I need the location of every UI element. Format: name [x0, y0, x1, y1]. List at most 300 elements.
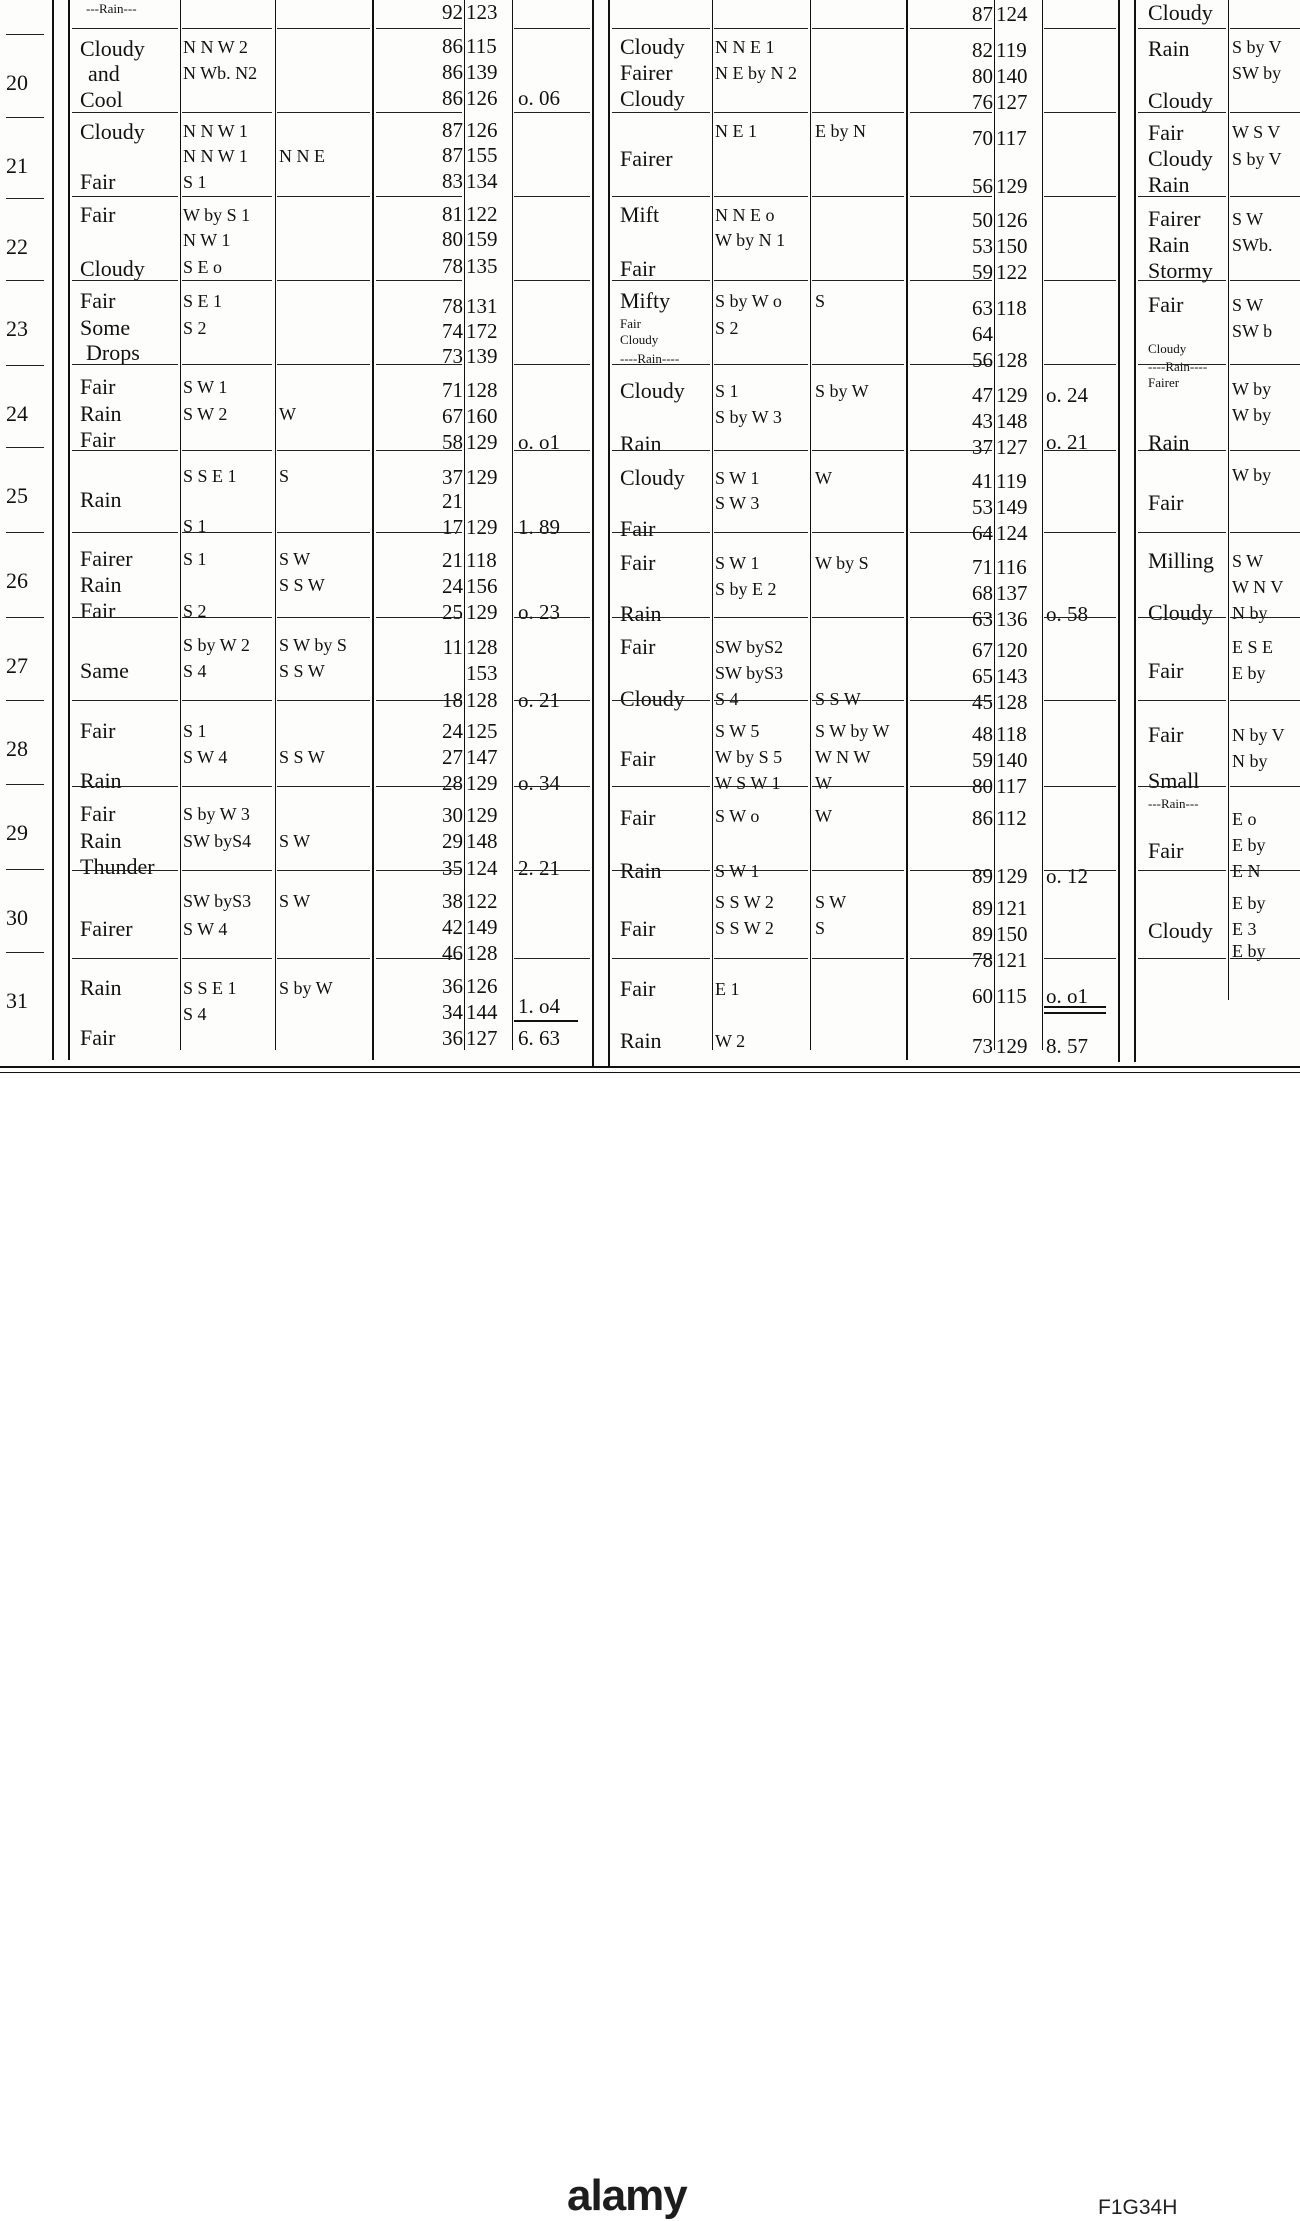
wind-entry: S by E 2 — [715, 579, 777, 599]
row-separator — [714, 700, 808, 701]
thermometer-value: 70 — [972, 126, 993, 150]
wind-entry: S W — [1232, 551, 1264, 571]
thermometer-value: 29 — [442, 829, 463, 853]
row-separator — [1044, 870, 1116, 871]
barometer-value: 128 — [466, 378, 498, 402]
row-separator — [277, 700, 370, 701]
weather-entry: Cloudy — [80, 36, 145, 61]
wind-entry: N N W 2 — [183, 37, 248, 57]
day-number: 25 — [6, 483, 28, 508]
row-separator — [1044, 532, 1116, 533]
barometer-value: 128 — [466, 635, 498, 659]
thermometer-value: 86 — [442, 86, 463, 110]
rule-b-3 — [906, 0, 908, 1060]
row-separator — [1138, 112, 1226, 113]
thermometer-value: 89 — [972, 896, 993, 920]
rule-a-4 — [464, 0, 465, 1050]
row-separator — [72, 617, 178, 618]
rain-amount: o. 21 — [518, 688, 560, 712]
weather-entry: Rain — [80, 487, 122, 512]
thermometer-value: 41 — [972, 469, 993, 493]
row-separator — [1138, 532, 1226, 533]
row-separator — [1044, 280, 1116, 281]
barometer-value: 127 — [996, 90, 1028, 114]
barometer-value: 119 — [996, 38, 1027, 62]
weather-entry: Rain — [1148, 36, 1190, 61]
weather-entry: Fairer — [1148, 206, 1201, 231]
row-separator — [376, 450, 462, 451]
barometer-value: 115 — [466, 34, 497, 58]
thermometer-value: 36 — [442, 1026, 463, 1050]
day-number: 22 — [6, 234, 28, 259]
day-number: 21 — [6, 153, 28, 178]
rain-amount: o. o1 — [518, 430, 560, 454]
row-separator — [714, 112, 808, 113]
barometer-value: 116 — [996, 555, 1027, 579]
wind-entry: N W 1 — [183, 230, 231, 250]
upper-wind-entry: S by W — [279, 978, 333, 998]
upper-wind-entry: S W by W — [815, 721, 890, 741]
barometer-value: 139 — [466, 60, 498, 84]
weather-entry: Cloudy — [620, 686, 685, 711]
thermometer-value: 78 — [442, 254, 463, 278]
row-separator — [1138, 617, 1226, 618]
wind-entry: S 4 — [183, 661, 207, 681]
weather-entry: Fair — [80, 718, 116, 743]
thermometer-value: 71 — [442, 378, 463, 402]
row-separator — [812, 617, 904, 618]
row-separator — [277, 364, 370, 365]
weather-entry: ----Rain---- — [1148, 359, 1208, 374]
thermometer-value: 27 — [442, 745, 463, 769]
rain-amount: o. 06 — [518, 86, 560, 110]
row-separator — [714, 196, 808, 197]
weather-entry: Rain — [620, 858, 662, 883]
thermometer-value: 73 — [442, 344, 463, 368]
row-separator — [376, 532, 462, 533]
upper-wind-entry: S S W — [279, 747, 325, 767]
wind-entry: W by N 1 — [715, 230, 786, 250]
row-separator — [277, 28, 370, 29]
wind-entry: S W — [1232, 209, 1264, 229]
thermometer-value: 56 — [972, 348, 993, 372]
thermometer-value: 67 — [442, 404, 463, 428]
row-separator — [812, 196, 904, 197]
day-number: 30 — [6, 905, 28, 930]
row-separator — [1044, 450, 1116, 451]
wind-entry: W S W 1 — [715, 773, 781, 793]
row-separator — [714, 958, 808, 959]
row-separator — [910, 280, 992, 281]
row-separator — [1138, 364, 1226, 365]
row-separator — [1044, 112, 1116, 113]
weather-entry: ---Rain--- — [1148, 796, 1199, 811]
day-separator — [6, 280, 44, 281]
row-separator — [514, 28, 590, 29]
row-separator — [1138, 786, 1226, 787]
rule-c-1 — [1228, 0, 1229, 1000]
row-separator — [1230, 617, 1300, 618]
row-separator — [182, 532, 272, 533]
rule-b-5 — [1042, 0, 1043, 1050]
thermometer-value: 50 — [972, 208, 993, 232]
barometer-value: 117 — [996, 126, 1027, 150]
barometer-value: 129 — [996, 174, 1028, 198]
thermometer-value: 25 — [442, 600, 463, 624]
weather-entry: Thunder — [80, 854, 155, 879]
rule-center-1 — [592, 0, 594, 1066]
thermometer-value: 11 — [442, 635, 463, 659]
row-separator — [277, 450, 370, 451]
weather-entry: Mift — [620, 202, 660, 227]
barometer-value: 126 — [466, 86, 498, 110]
barometer-value: 172 — [466, 319, 498, 343]
row-separator — [376, 280, 462, 281]
rain-amount: o. 23 — [518, 600, 560, 624]
barometer-value: 140 — [996, 748, 1028, 772]
weather-entry: Cloudy — [1148, 341, 1187, 356]
thermometer-value: 86 — [442, 60, 463, 84]
row-separator — [72, 196, 178, 197]
thermometer-value: 21 — [442, 489, 463, 513]
watermark-bar — [0, 1078, 1300, 2220]
wind-entry: N N W 1 — [183, 121, 248, 141]
thermometer-value: 64 — [972, 322, 993, 346]
thermometer-value: 89 — [972, 922, 993, 946]
row-separator — [714, 28, 808, 29]
thermometer-value: 78 — [442, 294, 463, 318]
thermometer-value: 64 — [972, 521, 993, 545]
weather-entry: Rain — [1148, 232, 1190, 257]
day-separator — [6, 34, 44, 35]
wind-entry: S by W o — [715, 291, 782, 311]
weather-entry: Fair — [80, 1025, 116, 1050]
total-rule — [514, 1020, 578, 1022]
weather-entry: Some — [80, 315, 131, 340]
wind-entry: N by — [1232, 603, 1268, 623]
row-separator — [182, 196, 272, 197]
barometer-value: 127 — [996, 435, 1028, 459]
weather-entry: Fair — [80, 801, 116, 826]
barometer-value: 140 — [996, 64, 1028, 88]
barometer-value: 131 — [466, 294, 498, 318]
row-separator — [910, 532, 992, 533]
upper-wind-entry: S — [279, 466, 290, 486]
weather-entry: and — [88, 61, 120, 86]
row-separator — [514, 870, 590, 871]
barometer-value: 129 — [466, 430, 498, 454]
barometer-value: 137 — [996, 581, 1028, 605]
day-separator — [6, 447, 44, 448]
wind-entry: N E by N 2 — [715, 63, 797, 83]
row-separator — [182, 112, 272, 113]
thermometer-value: 53 — [972, 234, 993, 258]
day-separator — [6, 700, 44, 701]
wind-entry: E by — [1232, 941, 1266, 961]
thermometer-value: 45 — [972, 690, 993, 714]
upper-wind-entry: S W — [279, 831, 311, 851]
wind-entry: S 2 — [183, 601, 207, 621]
rain-amount: o. 34 — [518, 771, 560, 795]
weather-entry: Fair — [1148, 120, 1184, 145]
wind-entry: S 4 — [183, 1004, 207, 1024]
wind-entry: S W 1 — [715, 468, 760, 488]
weather-entry: Cloudy — [1148, 146, 1213, 171]
weather-entry: Cloudy — [620, 332, 659, 347]
barometer-value: 159 — [466, 227, 498, 251]
upper-wind-entry: S W by S — [279, 635, 347, 655]
barometer-value: 121 — [996, 948, 1028, 972]
thermometer-value: 68 — [972, 581, 993, 605]
weather-entry: Cloudy — [620, 86, 685, 111]
weather-entry: Fair — [620, 516, 656, 541]
thermometer-value: 67 — [972, 638, 993, 662]
weather-entry: Cloudy — [1148, 918, 1213, 943]
thermometer-value: 42 — [442, 915, 463, 939]
weather-entry: Fair — [620, 550, 656, 575]
row-separator — [72, 280, 178, 281]
row-separator — [72, 364, 178, 365]
wind-entry: W S V — [1232, 122, 1281, 142]
row-separator — [1230, 196, 1300, 197]
thermometer-value: 83 — [442, 169, 463, 193]
row-separator — [910, 196, 992, 197]
weather-entry: Rain — [620, 1028, 662, 1053]
barometer-value: 129 — [996, 864, 1028, 888]
weather-entry: Fair — [620, 916, 656, 941]
thermometer-value: 37 — [442, 465, 463, 489]
wind-entry: S 1 — [715, 381, 739, 401]
row-separator — [72, 532, 178, 533]
wind-entry: S W — [1232, 295, 1264, 315]
row-separator — [714, 617, 808, 618]
weather-entry: Fair — [1148, 722, 1184, 747]
weather-entry: Fairer — [620, 60, 673, 85]
thermometer-value: 47 — [972, 383, 993, 407]
wind-entry: S W 5 — [715, 721, 760, 741]
thermometer-value: 59 — [972, 260, 993, 284]
day-number: 28 — [6, 736, 28, 761]
wind-entry: S 1 — [183, 516, 207, 536]
row-separator — [514, 112, 590, 113]
thermometer-value: 60 — [972, 984, 993, 1008]
barometer-value: 129 — [466, 600, 498, 624]
barometer-value: 127 — [466, 1026, 498, 1050]
row-separator — [277, 786, 370, 787]
row-separator — [1138, 450, 1226, 451]
thermometer-value: 58 — [442, 430, 463, 454]
weather-entry: Fair — [620, 976, 656, 1001]
weather-entry: Rain — [80, 828, 122, 853]
row-separator — [812, 532, 904, 533]
thermometer-value: 65 — [972, 664, 993, 688]
barometer-value: 117 — [996, 774, 1027, 798]
weather-entry: Same — [80, 658, 129, 683]
day-number: 20 — [6, 70, 28, 95]
ledger-page — [0, 0, 1300, 1078]
barometer-value: 128 — [996, 348, 1028, 372]
weather-entry: Fair — [80, 202, 116, 227]
row-separator — [910, 958, 992, 959]
thermometer-value: 71 — [972, 555, 993, 579]
weather-entry: Cloudy — [1148, 88, 1213, 113]
wind-entry: S W 1 — [715, 861, 760, 881]
barometer-value: 128 — [466, 688, 498, 712]
thermometer-value: 35 — [442, 856, 463, 880]
weather-entry: Drops — [86, 340, 140, 365]
row-separator — [910, 450, 992, 451]
weather-entry: Cloudy — [620, 34, 685, 59]
upper-wind-entry: S S W — [279, 661, 325, 681]
wind-entry: E 3 — [1232, 919, 1257, 939]
row-separator — [1044, 196, 1116, 197]
row-separator — [612, 870, 710, 871]
upper-wind-entry: S W — [279, 549, 311, 569]
barometer-value: 124 — [996, 2, 1028, 26]
thermometer-value: 56 — [972, 174, 993, 198]
weather-entry: Cloudy — [620, 378, 685, 403]
thermometer-value: 38 — [442, 889, 463, 913]
weather-entry: Fair — [80, 169, 116, 194]
row-separator — [1138, 958, 1226, 959]
weather-entry: Fairer — [80, 916, 133, 941]
barometer-value: 129 — [996, 383, 1028, 407]
barometer-value: 128 — [996, 690, 1028, 714]
row-separator — [1230, 364, 1300, 365]
thermometer-value: 46 — [442, 941, 463, 965]
row-separator — [612, 196, 710, 197]
barometer-value: 150 — [996, 234, 1028, 258]
wind-entry: S W 3 — [715, 493, 760, 513]
barometer-value: 124 — [466, 856, 498, 880]
wind-entry: SW byS3 — [715, 663, 784, 683]
thermometer-value: 24 — [442, 719, 463, 743]
thermometer-value: 80 — [442, 227, 463, 251]
barometer-value: 115 — [996, 984, 1027, 1008]
row-separator — [376, 617, 462, 618]
day-separator — [6, 532, 44, 533]
wind-entry: S S W 2 — [715, 892, 774, 912]
weather-entry: Fair — [1148, 838, 1184, 863]
row-separator — [1044, 786, 1116, 787]
barometer-value: 147 — [466, 745, 498, 769]
wind-entry: S S E 1 — [183, 978, 237, 998]
barometer-value: 119 — [996, 469, 1027, 493]
thermometer-value: 87 — [442, 143, 463, 167]
weather-entry: Cloudy — [1148, 0, 1213, 25]
row-separator — [182, 364, 272, 365]
row-separator — [1044, 28, 1116, 29]
watermark-brand: alamy — [567, 2171, 687, 2220]
wind-entry: SW byS3 — [183, 891, 252, 911]
thermometer-value: 80 — [972, 64, 993, 88]
day-separator — [6, 869, 44, 870]
upper-wind-entry: S W — [815, 892, 847, 912]
row-separator — [277, 532, 370, 533]
rule-margin-2 — [68, 0, 70, 1060]
barometer-value: 122 — [466, 889, 498, 913]
row-separator — [1044, 364, 1116, 365]
thermometer-value: 89 — [972, 864, 993, 888]
thermometer-value: 30 — [442, 803, 463, 827]
barometer-value: 143 — [996, 664, 1028, 688]
wind-entry: S S E 1 — [183, 466, 237, 486]
barometer-value: 126 — [466, 974, 498, 998]
barometer-value: 126 — [996, 208, 1028, 232]
weather-entry: ----Rain---- — [620, 351, 680, 366]
weather-entry: Cloudy — [80, 119, 145, 144]
wind-entry: SWb. — [1232, 235, 1273, 255]
row-separator — [812, 958, 904, 959]
barometer-value: 136 — [996, 607, 1028, 631]
thermometer-value: 74 — [442, 319, 463, 343]
rule-b-2 — [810, 0, 811, 1050]
weather-entry: Cloudy — [80, 256, 145, 281]
row-separator — [514, 450, 590, 451]
row-separator — [514, 280, 590, 281]
row-separator — [277, 280, 370, 281]
thermometer-value: 80 — [972, 774, 993, 798]
wind-entry: S 2 — [715, 318, 739, 338]
thermometer-value: 34 — [442, 1000, 463, 1024]
page-bottom-rule — [0, 1066, 1300, 1068]
row-separator — [1138, 870, 1226, 871]
row-separator — [72, 450, 178, 451]
rain-amount: 1. 89 — [518, 515, 560, 539]
day-number: 31 — [6, 988, 28, 1013]
row-separator — [182, 280, 272, 281]
barometer-value: 129 — [466, 515, 498, 539]
barometer-value: 112 — [996, 806, 1027, 830]
row-separator — [1044, 958, 1116, 959]
barometer-value: 135 — [466, 254, 498, 278]
barometer-value: 123 — [466, 0, 498, 24]
wind-entry: W by — [1232, 465, 1272, 485]
watermark-code: F1G34H — [1098, 2196, 1178, 2219]
thermometer-value: 17 — [442, 515, 463, 539]
row-separator — [376, 700, 462, 701]
wind-entry: E by — [1232, 663, 1266, 683]
thermometer-value: 86 — [442, 34, 463, 58]
rule-a-3 — [372, 0, 374, 1060]
row-separator — [277, 958, 370, 959]
row-separator — [1138, 700, 1226, 701]
thermometer-value: 86 — [972, 806, 993, 830]
wind-entry: S W 1 — [715, 553, 760, 573]
row-separator — [714, 870, 808, 871]
weather-entry: Rain — [80, 768, 122, 793]
wind-entry: S by W 3 — [183, 804, 250, 824]
barometer-value: 129 — [466, 465, 498, 489]
wind-entry: SW b — [1232, 321, 1273, 341]
rule-b-4 — [994, 0, 995, 1050]
row-separator — [812, 870, 904, 871]
weather-entry: Fair — [80, 598, 116, 623]
barometer-value: 129 — [466, 803, 498, 827]
thermometer-value: 59 — [972, 748, 993, 772]
barometer-value: 153 — [466, 661, 498, 685]
row-separator — [1230, 450, 1300, 451]
row-separator — [72, 112, 178, 113]
row-separator — [182, 958, 272, 959]
wind-entry: S by W 3 — [715, 407, 782, 427]
thermometer-value: 73 — [972, 1034, 993, 1058]
row-separator — [376, 196, 462, 197]
upper-wind-entry: S — [815, 291, 826, 311]
row-separator — [612, 958, 710, 959]
total-rule — [1044, 1012, 1106, 1014]
barometer-value: 148 — [466, 829, 498, 853]
